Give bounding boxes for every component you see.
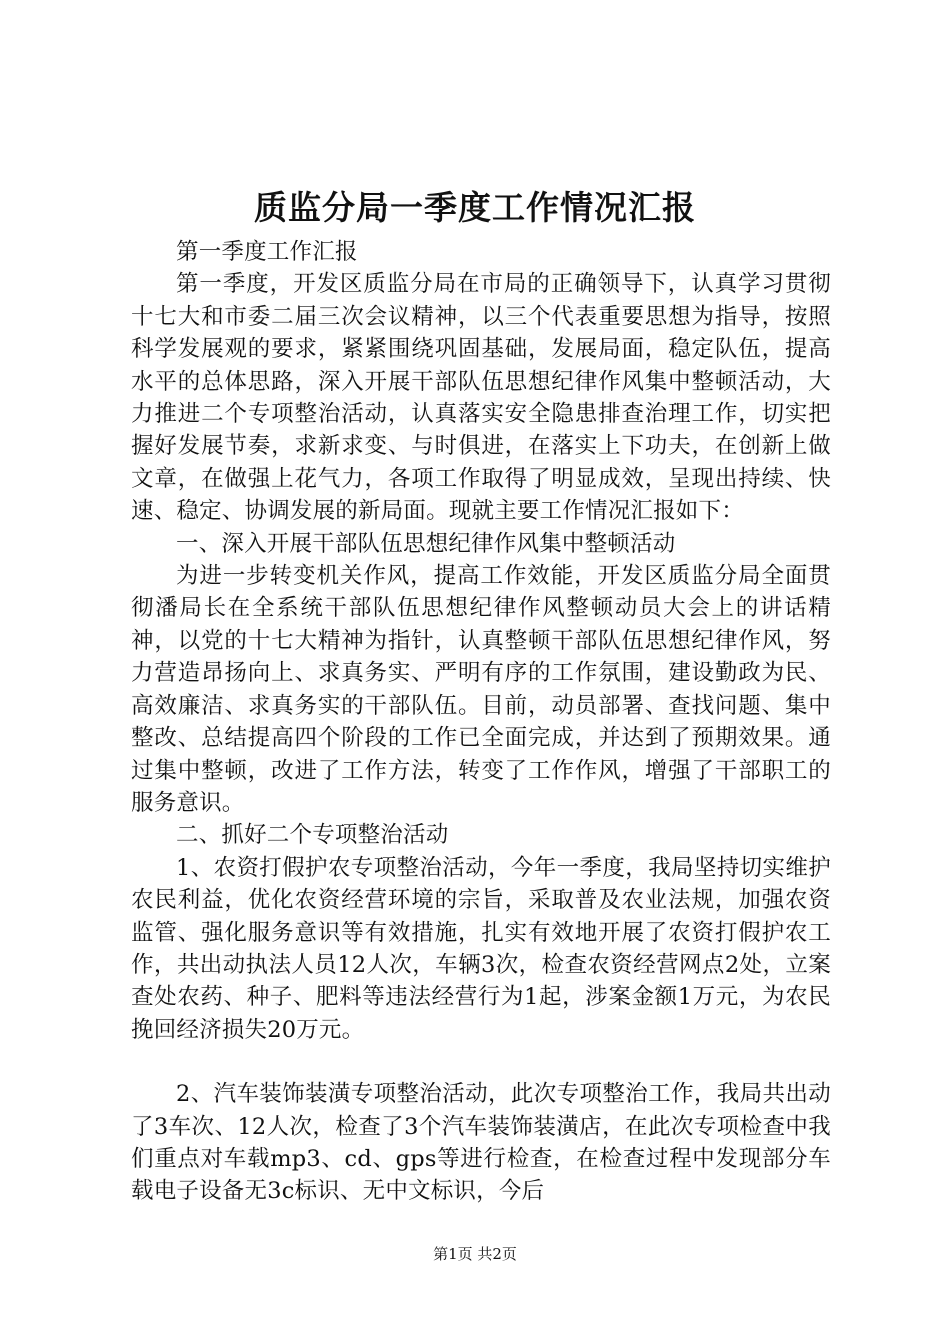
document-body [131, 236, 831, 1208]
paragraph-heading: 第一季度工作汇报 [176, 239, 358, 265]
section-heading-1: 一、深入开展干部队伍思想纪律作风集中整顿活动 [176, 530, 676, 557]
paragraph-item-1: 1、农资打假护农专项整治活动，今年一季度，我局坚持切实维护农民利益，优化农资经营环境的宗旨，采取普及农业法规，加强农资监管、强化服务意识等有效措施，扎实有效地开展了农资打假护农工作，共出动执法人员12人次，车辆3次，检查农资经营网点2处，立案查处农药、种子、肥料等违法经营行为1起，涉案金额1万元，为农民挽回经济损失20万元。 [131, 854, 831, 1043]
paragraph-intro: 第一季度，开发区质监分局在市局的正确领导下，认真学习贯彻十七大和市委二届三次会议精神，以三个代表重要思想为指导，按照科学发展观的要求，紧紧围绕巩固基础，发展局面，稳定队伍，提高水平的总体思路，深入开展干部队伍思想纪律作风集中整顿活动，大力推进二个专项整治活动，认真落实安全隐患排查治理工作，切实把握好发展节奏，求新求变、与时俱进，在落实上下功夫，在创新上做文章，在做强上花气力，各项工作取得了明显成效，呈现出持续、快速、稳定、协调发展的新局面。现就主要工作情况汇报如下： [131, 271, 831, 525]
paragraph-item-2: 2、汽车装饰装潢专项整治活动，此次专项整治工作，我局共出动了3车次、12人次，检查了3个汽车装饰装潢店，在此次专项检查中我们重点对车载mp3、cd、gps等进行检查，在检查过程中发现部分车载电子设备无3c标识、无中文标识，今后 [131, 1081, 831, 1205]
section-heading-2: 二、抓好二个专项整治活动 [176, 822, 449, 849]
page-footer: 第1页 共2页 [433, 1245, 517, 1263]
document-title: 质监分局一季度工作情况汇报 [254, 188, 696, 227]
paragraph-section-1: 为进一步转变机关作风，提高工作效能，开发区质监分局全面贯彻潘局长在全系统干部队伍思想纪律作风整顿动员大会上的讲话精神，以党的十七大精神为指针，认真整顿干部队伍思想纪律作风，努力营造昂扬向上、求真务实、严明有序的工作氛围，建设勤政为民、高效廉洁、求真务实的干部队伍。目前，动员部署、查找问题、集中整改、总结提高四个阶段的工作已全面完成，并达到了预期效果。通过集中整顿，改进了工作方法，转变了工作作风，增强了干部职工的服务意识。 [131, 563, 831, 816]
paragraph-spacer [131, 1046, 831, 1078]
